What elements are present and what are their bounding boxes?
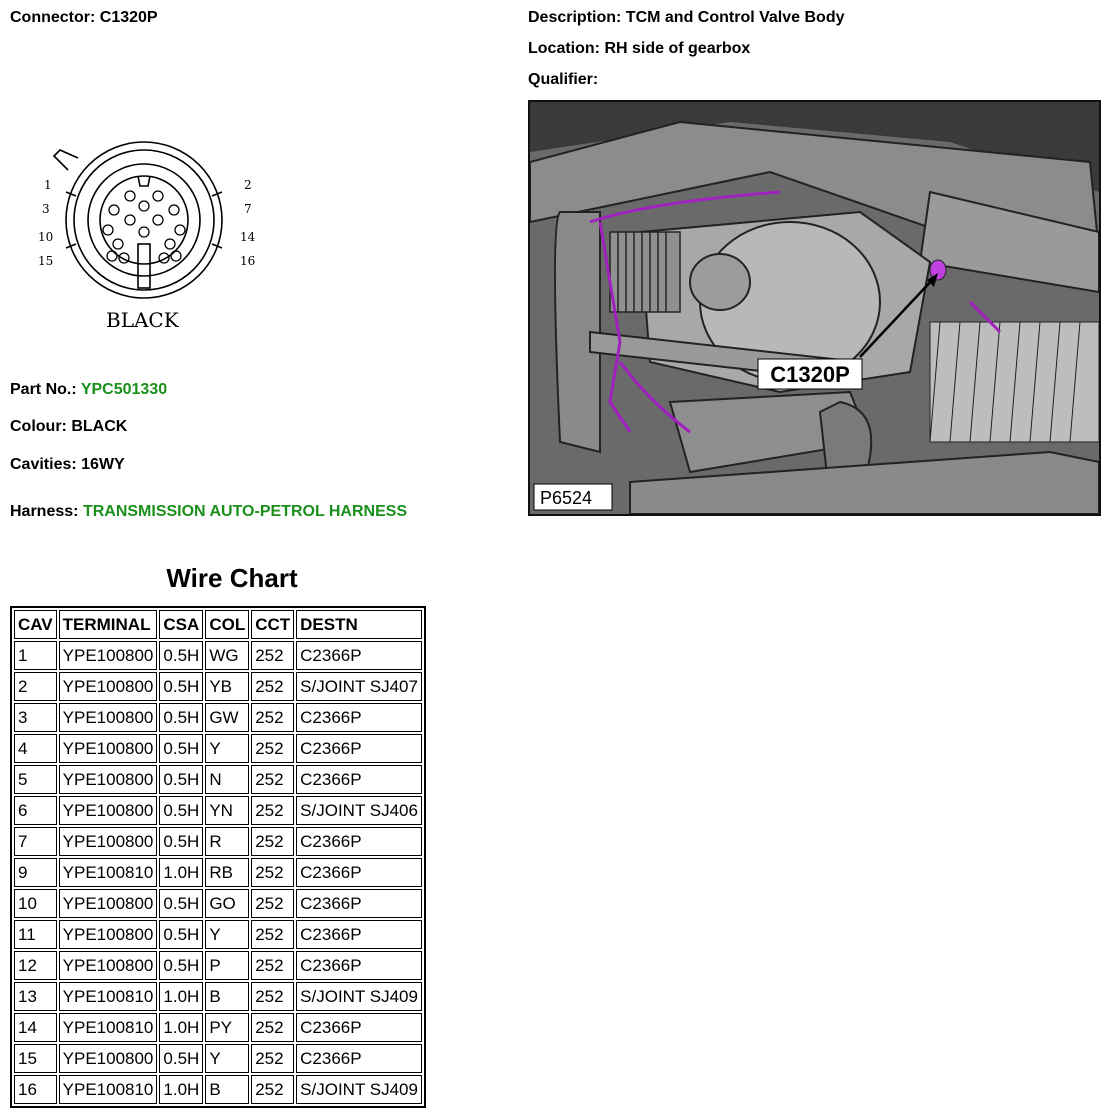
cell-terminal: YPE100810 (59, 1075, 158, 1104)
cell-destn: C2366P (296, 920, 422, 949)
pin-label-10: 10 (38, 230, 54, 244)
wire-chart-body (14, 641, 422, 1104)
cell-csa: 0.5H (159, 951, 203, 980)
cell-cct: 252 (251, 672, 294, 701)
cell-destn: C2366P (296, 1013, 422, 1042)
cell-csa: 0.5H (159, 641, 203, 670)
cell-csa: 0.5H (159, 703, 203, 732)
cell-destn: C2366P (296, 889, 422, 918)
cell-terminal: YPE100800 (59, 796, 158, 825)
qualifier-label: Qualifier: (528, 71, 599, 88)
cell-col: B (205, 982, 249, 1011)
table-row (14, 641, 422, 670)
cell-cct: 252 (251, 641, 294, 670)
table-row (14, 982, 422, 1011)
harness-field (10, 503, 407, 521)
cell-col: GO (205, 889, 249, 918)
cell-terminal: YPE100800 (59, 827, 158, 856)
cell-col: GW (205, 703, 249, 732)
header-cct: CCT (251, 610, 294, 639)
table-header-row (14, 610, 422, 639)
header-col: COL (205, 610, 249, 639)
cell-col: RB (205, 858, 249, 887)
connector-colour-caption: BLACK (106, 308, 179, 332)
cell-csa: 0.5H (159, 1044, 203, 1073)
cell-col: PY (205, 1013, 249, 1042)
cell-cav: 15 (14, 1044, 57, 1073)
cell-destn: C2366P (296, 734, 422, 763)
cell-cct: 252 (251, 734, 294, 763)
cell-cav: 2 (14, 672, 57, 701)
part-no-link[interactable]: YPC501330 (80, 381, 168, 398)
cavities-label: Cavities: (10, 456, 77, 473)
table-row (14, 796, 422, 825)
harness-link[interactable]: TRANSMISSION AUTO-PETROL HARNESS (82, 503, 408, 520)
cell-col: R (205, 827, 249, 856)
cell-terminal: YPE100810 (59, 1013, 158, 1042)
cell-cav: 4 (14, 734, 57, 763)
cell-csa: 0.5H (159, 734, 203, 763)
harness-label: Harness: (10, 503, 79, 520)
description-label: Description: (528, 9, 622, 26)
cavities-value: 16WY (81, 456, 125, 473)
cell-terminal: YPE100800 (59, 734, 158, 763)
header-csa: CSA (159, 610, 203, 639)
table-row (14, 889, 422, 918)
table-row (14, 858, 422, 887)
pin-label-7: 7 (244, 202, 252, 216)
location-label: Location: (528, 40, 600, 57)
cell-csa: 1.0H (159, 858, 203, 887)
cell-cct: 252 (251, 920, 294, 949)
cavities-field (10, 456, 125, 474)
cell-cct: 252 (251, 858, 294, 887)
table-row (14, 1044, 422, 1073)
cell-csa: 0.5H (159, 889, 203, 918)
cell-destn: C2366P (296, 827, 422, 856)
cell-terminal: YPE100800 (59, 672, 158, 701)
cell-terminal: YPE100800 (59, 1044, 158, 1073)
photo-ref-label: P6524 (540, 488, 593, 508)
header-destn: DESTN (296, 610, 422, 639)
cell-col: Y (205, 1044, 249, 1073)
cell-csa: 1.0H (159, 982, 203, 1011)
table-row (14, 920, 422, 949)
cell-terminal: YPE100800 (59, 920, 158, 949)
gearbox-illustration (530, 102, 1099, 514)
cell-cav: 16 (14, 1075, 57, 1104)
cell-cct: 252 (251, 765, 294, 794)
cell-cav: 14 (14, 1013, 57, 1042)
cell-cav: 6 (14, 796, 57, 825)
table-row (14, 672, 422, 701)
cell-destn: S/JOINT SJ409 (296, 1075, 422, 1104)
cell-cct: 252 (251, 1075, 294, 1104)
cell-col: Y (205, 734, 249, 763)
table-row (14, 827, 422, 856)
cell-destn: C2366P (296, 765, 422, 794)
cell-cct: 252 (251, 827, 294, 856)
cell-destn: S/JOINT SJ409 (296, 982, 422, 1011)
cell-cav: 9 (14, 858, 57, 887)
cell-destn: S/JOINT SJ407 (296, 672, 422, 701)
cell-cav: 11 (14, 920, 57, 949)
cell-terminal: YPE100800 (59, 703, 158, 732)
cell-csa: 0.5H (159, 920, 203, 949)
cell-cct: 252 (251, 1044, 294, 1073)
pin-label-3: 3 (42, 202, 50, 216)
cell-cav: 3 (14, 703, 57, 732)
location-photo (528, 100, 1101, 516)
table-row (14, 1075, 422, 1104)
table-row (14, 1013, 422, 1042)
description-value: TCM and Control Valve Body (625, 9, 845, 26)
colour-value: BLACK (71, 418, 128, 435)
cell-terminal: YPE100810 (59, 858, 158, 887)
cell-col: N (205, 765, 249, 794)
pin-label-15: 15 (38, 254, 54, 268)
cell-col: B (205, 1075, 249, 1104)
cell-terminal: YPE100800 (59, 951, 158, 980)
colour-label: Colour: (10, 418, 67, 435)
connector-face-diagram (34, 136, 274, 336)
cell-cct: 252 (251, 703, 294, 732)
cell-cav: 13 (14, 982, 57, 1011)
cell-cct: 252 (251, 889, 294, 918)
pin-label-14: 14 (240, 230, 256, 244)
cell-destn: C2366P (296, 641, 422, 670)
cell-col: YN (205, 796, 249, 825)
cell-cav: 10 (14, 889, 57, 918)
cell-destn: C2366P (296, 951, 422, 980)
cell-col: Y (205, 920, 249, 949)
table-row (14, 703, 422, 732)
pin-label-2: 2 (244, 178, 252, 192)
pin-label-1: 1 (44, 178, 52, 192)
table-row (14, 765, 422, 794)
location-field (528, 40, 750, 58)
cell-destn: C2366P (296, 858, 422, 887)
connector-label: Connector: (10, 9, 96, 26)
cell-cct: 252 (251, 1013, 294, 1042)
cell-cav: 12 (14, 951, 57, 980)
cell-terminal: YPE100810 (59, 982, 158, 1011)
cell-csa: 0.5H (159, 765, 203, 794)
cell-cct: 252 (251, 951, 294, 980)
header-cav: CAV (14, 610, 57, 639)
photo-callout-label: C1320P (770, 362, 850, 387)
cell-col: WG (205, 641, 249, 670)
cell-csa: 0.5H (159, 672, 203, 701)
cell-csa: 1.0H (159, 1075, 203, 1104)
cell-cav: 7 (14, 827, 57, 856)
connector-value: C1320P (99, 9, 158, 26)
cell-destn: C2366P (296, 1044, 422, 1073)
table-row (14, 734, 422, 763)
table-row (14, 951, 422, 980)
location-value: RH side of gearbox (604, 40, 751, 57)
wire-chart-title: Wire Chart (166, 563, 298, 593)
cell-cav: 5 (14, 765, 57, 794)
cell-destn: S/JOINT SJ406 (296, 796, 422, 825)
part-no-label: Part No.: (10, 381, 77, 398)
cell-csa: 1.0H (159, 1013, 203, 1042)
header-terminal: TERMINAL (59, 610, 158, 639)
cell-terminal: YPE100800 (59, 641, 158, 670)
part-no-field (10, 381, 167, 399)
pin-label-16: 16 (240, 254, 256, 268)
connector-field (10, 9, 158, 27)
wire-chart-table (10, 606, 426, 1108)
colour-field (10, 418, 127, 436)
cell-csa: 0.5H (159, 827, 203, 856)
cell-cav: 1 (14, 641, 57, 670)
cell-terminal: YPE100800 (59, 765, 158, 794)
cell-col: P (205, 951, 249, 980)
cell-destn: C2366P (296, 703, 422, 732)
cell-col: YB (205, 672, 249, 701)
connector-face-icon (34, 136, 274, 336)
description-field (528, 9, 844, 27)
cell-terminal: YPE100800 (59, 889, 158, 918)
qualifier-field (528, 71, 598, 89)
cell-cct: 252 (251, 982, 294, 1011)
cell-cct: 252 (251, 796, 294, 825)
cell-csa: 0.5H (159, 796, 203, 825)
